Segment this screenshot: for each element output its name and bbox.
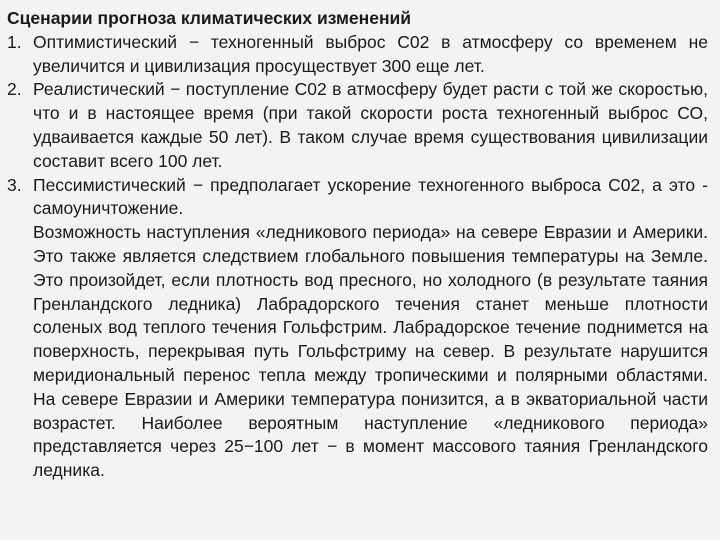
list-item-text: Пессимистический − предполагает ускорение техногенного выброса С02, а это - самоуничтожение. bbox=[33, 174, 708, 219]
ice-age-paragraph: Возможность наступления «ледникового периода» на севере Евразии и Америки. Это также является следствием глобального повышения температуры на Земле. Это произойдет, если плотность вод пресного, но холодного (в результате таяния Гренландского ледника) Лабрадорского течения станет меньше плотности соленых вод теплого течения Гольфстрим. Лабрадорское течение поднимется на поверхность, перекрывая путь Гольфстриму на север. В результате нарушится меридиональный перенос тепла между тропическими и полярными областями. На севере Евразии и Америки температура понизится, а в экваториальной части возрастет. Наиболее вероятным наступление «ледникового периода» представляется через 25−100 лет − в момент массового таяния Гренландского ледника. bbox=[33, 222, 708, 481]
list-item-number: 1. bbox=[7, 31, 22, 52]
list-item-optimistic bbox=[7, 31, 708, 79]
list-item-number: 3. bbox=[7, 174, 22, 195]
list-item-text: Оптимистический − техногенный выброс С02 в атмосферу со временем не увеличится и цивилизация просуществует 300 еще лет. bbox=[33, 31, 708, 76]
list-item-pessimistic bbox=[7, 174, 708, 222]
list-item-number: 2. bbox=[7, 79, 22, 100]
list-item-text: Реалистический − поступление С02 в атмосферу будет расти с той же скоростью, что и в настоящее время (при такой скорости роста техногенный выброс СО, удваивается каждые 50 лет). В таком случае время существования цивилизации составит всего 100 лет. bbox=[33, 79, 708, 171]
slide-title: Сценарии прогноза климатических изменений bbox=[7, 8, 412, 28]
list-item-realistic bbox=[7, 78, 708, 173]
